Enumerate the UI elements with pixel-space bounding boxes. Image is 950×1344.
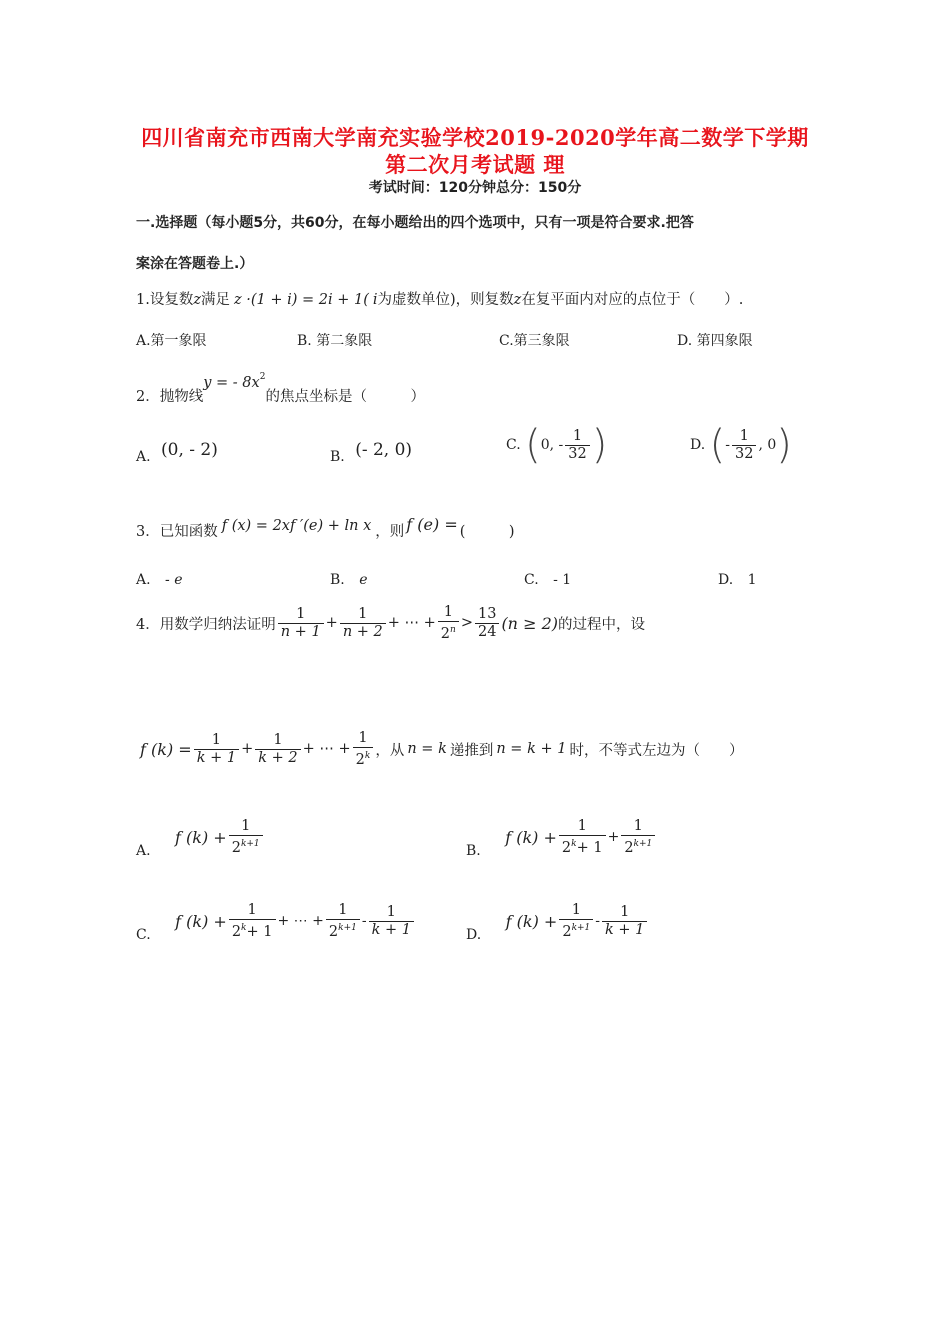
q4-frac-n1-den: n + 1 <box>278 623 324 641</box>
q3-option-b <box>330 572 368 588</box>
q3-prefix: 3．已知函数 <box>136 524 218 540</box>
q4-to: 递推到 <box>449 742 494 759</box>
q4-frac-k1 <box>194 732 239 767</box>
q2-label-b: B. <box>330 449 345 465</box>
q4-option-a <box>136 818 265 859</box>
q1-suffix: 在复平面内对应的点位于（ ）. <box>521 292 744 308</box>
q2-suffix: 的焦点坐标是（ ） <box>265 389 425 405</box>
q2-option-a <box>136 440 218 465</box>
q4-plus-1: + <box>325 615 338 632</box>
q1-z: z <box>193 292 201 308</box>
q1-imag-unit: 为虚数单位)，则复数 <box>377 292 514 308</box>
q4-frac-n2-num: 1 <box>358 605 368 622</box>
q4-b-frac2 <box>621 818 655 857</box>
q2-c-fraction <box>565 428 589 463</box>
question-3 <box>136 515 515 541</box>
q4-frac-k1-num: 1 <box>211 731 221 748</box>
q4-option-b <box>466 818 657 859</box>
q4-d-two: 2 <box>562 923 572 940</box>
q4-a-sup: k+1 <box>240 839 260 849</box>
q2-c-left-paren: ( <box>525 422 541 468</box>
exam-info: 考试时间：120分钟总分：150分 <box>368 180 582 196</box>
q3-mid: ，则 <box>375 524 405 540</box>
q4-d-den2: k + 1 <box>602 921 647 939</box>
q4-c-ksup: k <box>241 923 247 933</box>
q4-frac-2k-num: 1 <box>358 730 368 746</box>
q2-d-pre: - <box>725 437 730 453</box>
q4-b-two: 2 <box>561 839 572 856</box>
q1-z2: z <box>513 292 522 308</box>
q4-gt: > <box>460 615 473 632</box>
q4-tail: 时，不等式左边为（ ） <box>569 742 744 759</box>
q4-frac-n1-num: 1 <box>296 605 306 622</box>
q1-option-a: A.第一象限 <box>136 333 207 349</box>
q4-frac-24: 24 <box>475 623 499 641</box>
q4-c-two: 2 <box>231 923 242 940</box>
q2-prefix: 2．抛物线 <box>136 389 204 405</box>
q4-c-minus: - <box>361 913 367 930</box>
q1-option-c: C.第三象限 <box>499 333 570 349</box>
q4-d-k1sup: k+1 <box>571 923 591 933</box>
q3-label-d: D. <box>718 572 734 588</box>
q4-frac-k2 <box>255 732 300 767</box>
q4-c-num2: 1 <box>338 902 348 918</box>
q4-frac-k1-den: k + 1 <box>194 749 239 767</box>
q3-label-a: A. <box>136 572 151 588</box>
q2-option-c <box>506 422 607 468</box>
q2-d-num: 1 <box>739 427 749 444</box>
q4-option-c <box>136 902 416 943</box>
q4-two-2: 2 <box>355 751 365 768</box>
q4-c-frac1 <box>229 902 276 941</box>
q4-c-num3: 1 <box>386 903 396 920</box>
q4-two: 2 <box>440 625 451 642</box>
q4-frac-2k-den <box>353 747 374 769</box>
q4-fk: f (k) = <box>140 739 192 759</box>
q3-value-b: e <box>359 572 368 588</box>
q4-d-num1: 1 <box>571 902 581 918</box>
q2-d-den: 32 <box>732 445 756 463</box>
q3-option-d <box>718 572 757 588</box>
q4-d-fk: f (k) + <box>505 911 558 931</box>
q4-a-two: 2 <box>231 839 241 856</box>
q4-c-frac2 <box>326 902 360 941</box>
q4-b-den2 <box>621 835 655 857</box>
q4-b-two2: 2 <box>624 839 634 856</box>
q2-c-num: 1 <box>572 427 583 444</box>
q2-value-a: (0, - 2) <box>161 440 218 460</box>
q4-a-num: 1 <box>241 818 251 834</box>
q4-frac-n1 <box>278 606 324 641</box>
q2-d-left-paren: ( <box>709 422 726 468</box>
q4-n-eq-k: n = k <box>407 741 447 758</box>
q4-dots: + ⋯ + <box>387 615 436 632</box>
q4-d-den1 <box>559 919 593 941</box>
q4-c-den1 <box>229 919 276 941</box>
q2-label-a: A. <box>136 449 151 465</box>
q4-cond: (n ≥ 2) <box>501 613 558 633</box>
q4-b-plus1: + 1 <box>576 839 603 856</box>
q4-d-frac1 <box>559 902 593 941</box>
q4-frac-2n-num: 1 <box>443 604 453 620</box>
q2-expr: y = - 8x <box>203 375 260 391</box>
q1-i: i <box>372 292 378 308</box>
q1-option-d: D. 第四象限 <box>677 333 753 349</box>
q4-c-k1sup: k+1 <box>338 923 357 933</box>
exam-title-line2: 第二次月考试题 理 <box>385 152 565 177</box>
q4-from: ，从 <box>375 742 405 759</box>
q2-d-post: , 0 <box>758 437 777 453</box>
q4-c-dots: + ⋯ + <box>277 913 324 930</box>
q3-value-d: 1 <box>747 572 757 588</box>
q3-option-c <box>524 572 571 588</box>
q4-b-k1sup: k+1 <box>633 839 653 849</box>
q3-value-a: - e <box>165 572 183 588</box>
q4-c-fk: f (k) + <box>175 911 227 931</box>
q4-d-frac2 <box>602 904 647 939</box>
q4-n-sup: n <box>450 625 456 635</box>
q4-c-two2: 2 <box>328 923 339 940</box>
q4-d-minus: - <box>595 913 601 930</box>
q3-ask: f (e) = <box>406 515 458 534</box>
q2-d-right-paren: ) <box>776 422 792 468</box>
q1-prefix: 1.设复数 <box>136 292 194 308</box>
question-2 <box>136 372 425 406</box>
q4-frac-2n-den <box>438 621 459 643</box>
q4-c-plus1: + 1 <box>246 923 273 940</box>
q4-c-den2 <box>326 919 360 941</box>
q4-b-plus: + <box>607 829 620 846</box>
question-1 <box>136 288 743 309</box>
q3-label-c: C. <box>524 572 539 588</box>
q4-suffix: 的过程中，设 <box>557 616 645 633</box>
q4-frac-n2 <box>340 606 386 641</box>
q2-c-pre: 0, - <box>540 437 564 453</box>
q4-b-num1: 1 <box>577 818 587 834</box>
section-heading-line2: 案涂在答题卷上.） <box>136 256 254 272</box>
q4-prefix: 4．用数学归纳法证明 <box>136 616 276 633</box>
q4-label-c: C. <box>136 927 151 944</box>
q4-label-a: A. <box>136 843 151 860</box>
q4-c-num1: 1 <box>247 902 257 918</box>
q4-a-fk: f (k) + <box>175 827 227 847</box>
q4-a-frac <box>229 818 263 857</box>
q4-frac-k2-den: k + 2 <box>255 749 300 767</box>
q4-b-frac1 <box>559 818 606 857</box>
q4-frac-2n <box>438 604 459 643</box>
q4-d-num2: 1 <box>620 903 630 920</box>
q2-d-fraction <box>732 428 756 463</box>
question-4-line1 <box>136 604 645 643</box>
q4-b-num2: 1 <box>633 818 643 834</box>
q3-label-b: B. <box>330 572 345 588</box>
q2-option-d <box>690 422 792 468</box>
q4-b-den1 <box>559 835 606 857</box>
q4-frac-k2-num: 1 <box>273 731 283 748</box>
q3-expr: f (x) = 2xf ′(e) + ln x <box>221 518 372 534</box>
q4-option-d <box>466 902 649 943</box>
q2-option-b <box>330 440 412 465</box>
q4-a-den <box>229 835 263 857</box>
q2-exp: 2 <box>259 372 266 382</box>
q4-plus-2: + <box>241 741 254 758</box>
q2-c-right-paren: ) <box>591 422 608 468</box>
q3-value-c: - 1 <box>553 572 572 588</box>
q4-dots-2: + ⋯ + <box>302 741 351 758</box>
q4-label-b: B. <box>466 843 481 860</box>
q2-label-d: D. <box>690 437 706 453</box>
q4-frac-13-24 <box>475 606 499 641</box>
section-heading-line1: 一.选择题（每小题5分，共60分，在每小题给出的四个选项中，只有一项是符合要求.把答 <box>136 215 694 231</box>
q4-frac-2k <box>353 730 374 769</box>
q4-frac-13: 13 <box>477 605 497 622</box>
q3-suffix: ( ) <box>459 524 515 540</box>
q3-option-a <box>136 572 182 588</box>
exam-title-line1: 四川省南充市西南大学南充实验学校2019-2020学年高二数学下学期 <box>141 125 809 150</box>
q4-c-den3: k + 1 <box>369 921 414 939</box>
q2-label-c: C. <box>506 437 521 453</box>
q4-n-eq-k1: n = k + 1 <box>496 741 567 758</box>
q4-b-fk: f (k) + <box>505 827 557 847</box>
q2-c-den: 32 <box>565 445 589 463</box>
q4-label-d: D. <box>466 927 482 944</box>
q2-value-b: (- 2, 0) <box>355 440 413 460</box>
q4-frac-n2-den: n + 2 <box>340 623 386 641</box>
q1-expr: z ·(1 + i) = 2i + 1( <box>233 292 369 308</box>
q4-b-ksup: k <box>571 839 577 849</box>
q1-option-b: B. 第二象限 <box>297 333 373 349</box>
question-4-line2 <box>140 730 743 769</box>
q1-satisfy: 满足 <box>200 292 230 308</box>
q4-k-sup: k <box>364 751 371 761</box>
q4-c-frac3 <box>369 904 414 939</box>
